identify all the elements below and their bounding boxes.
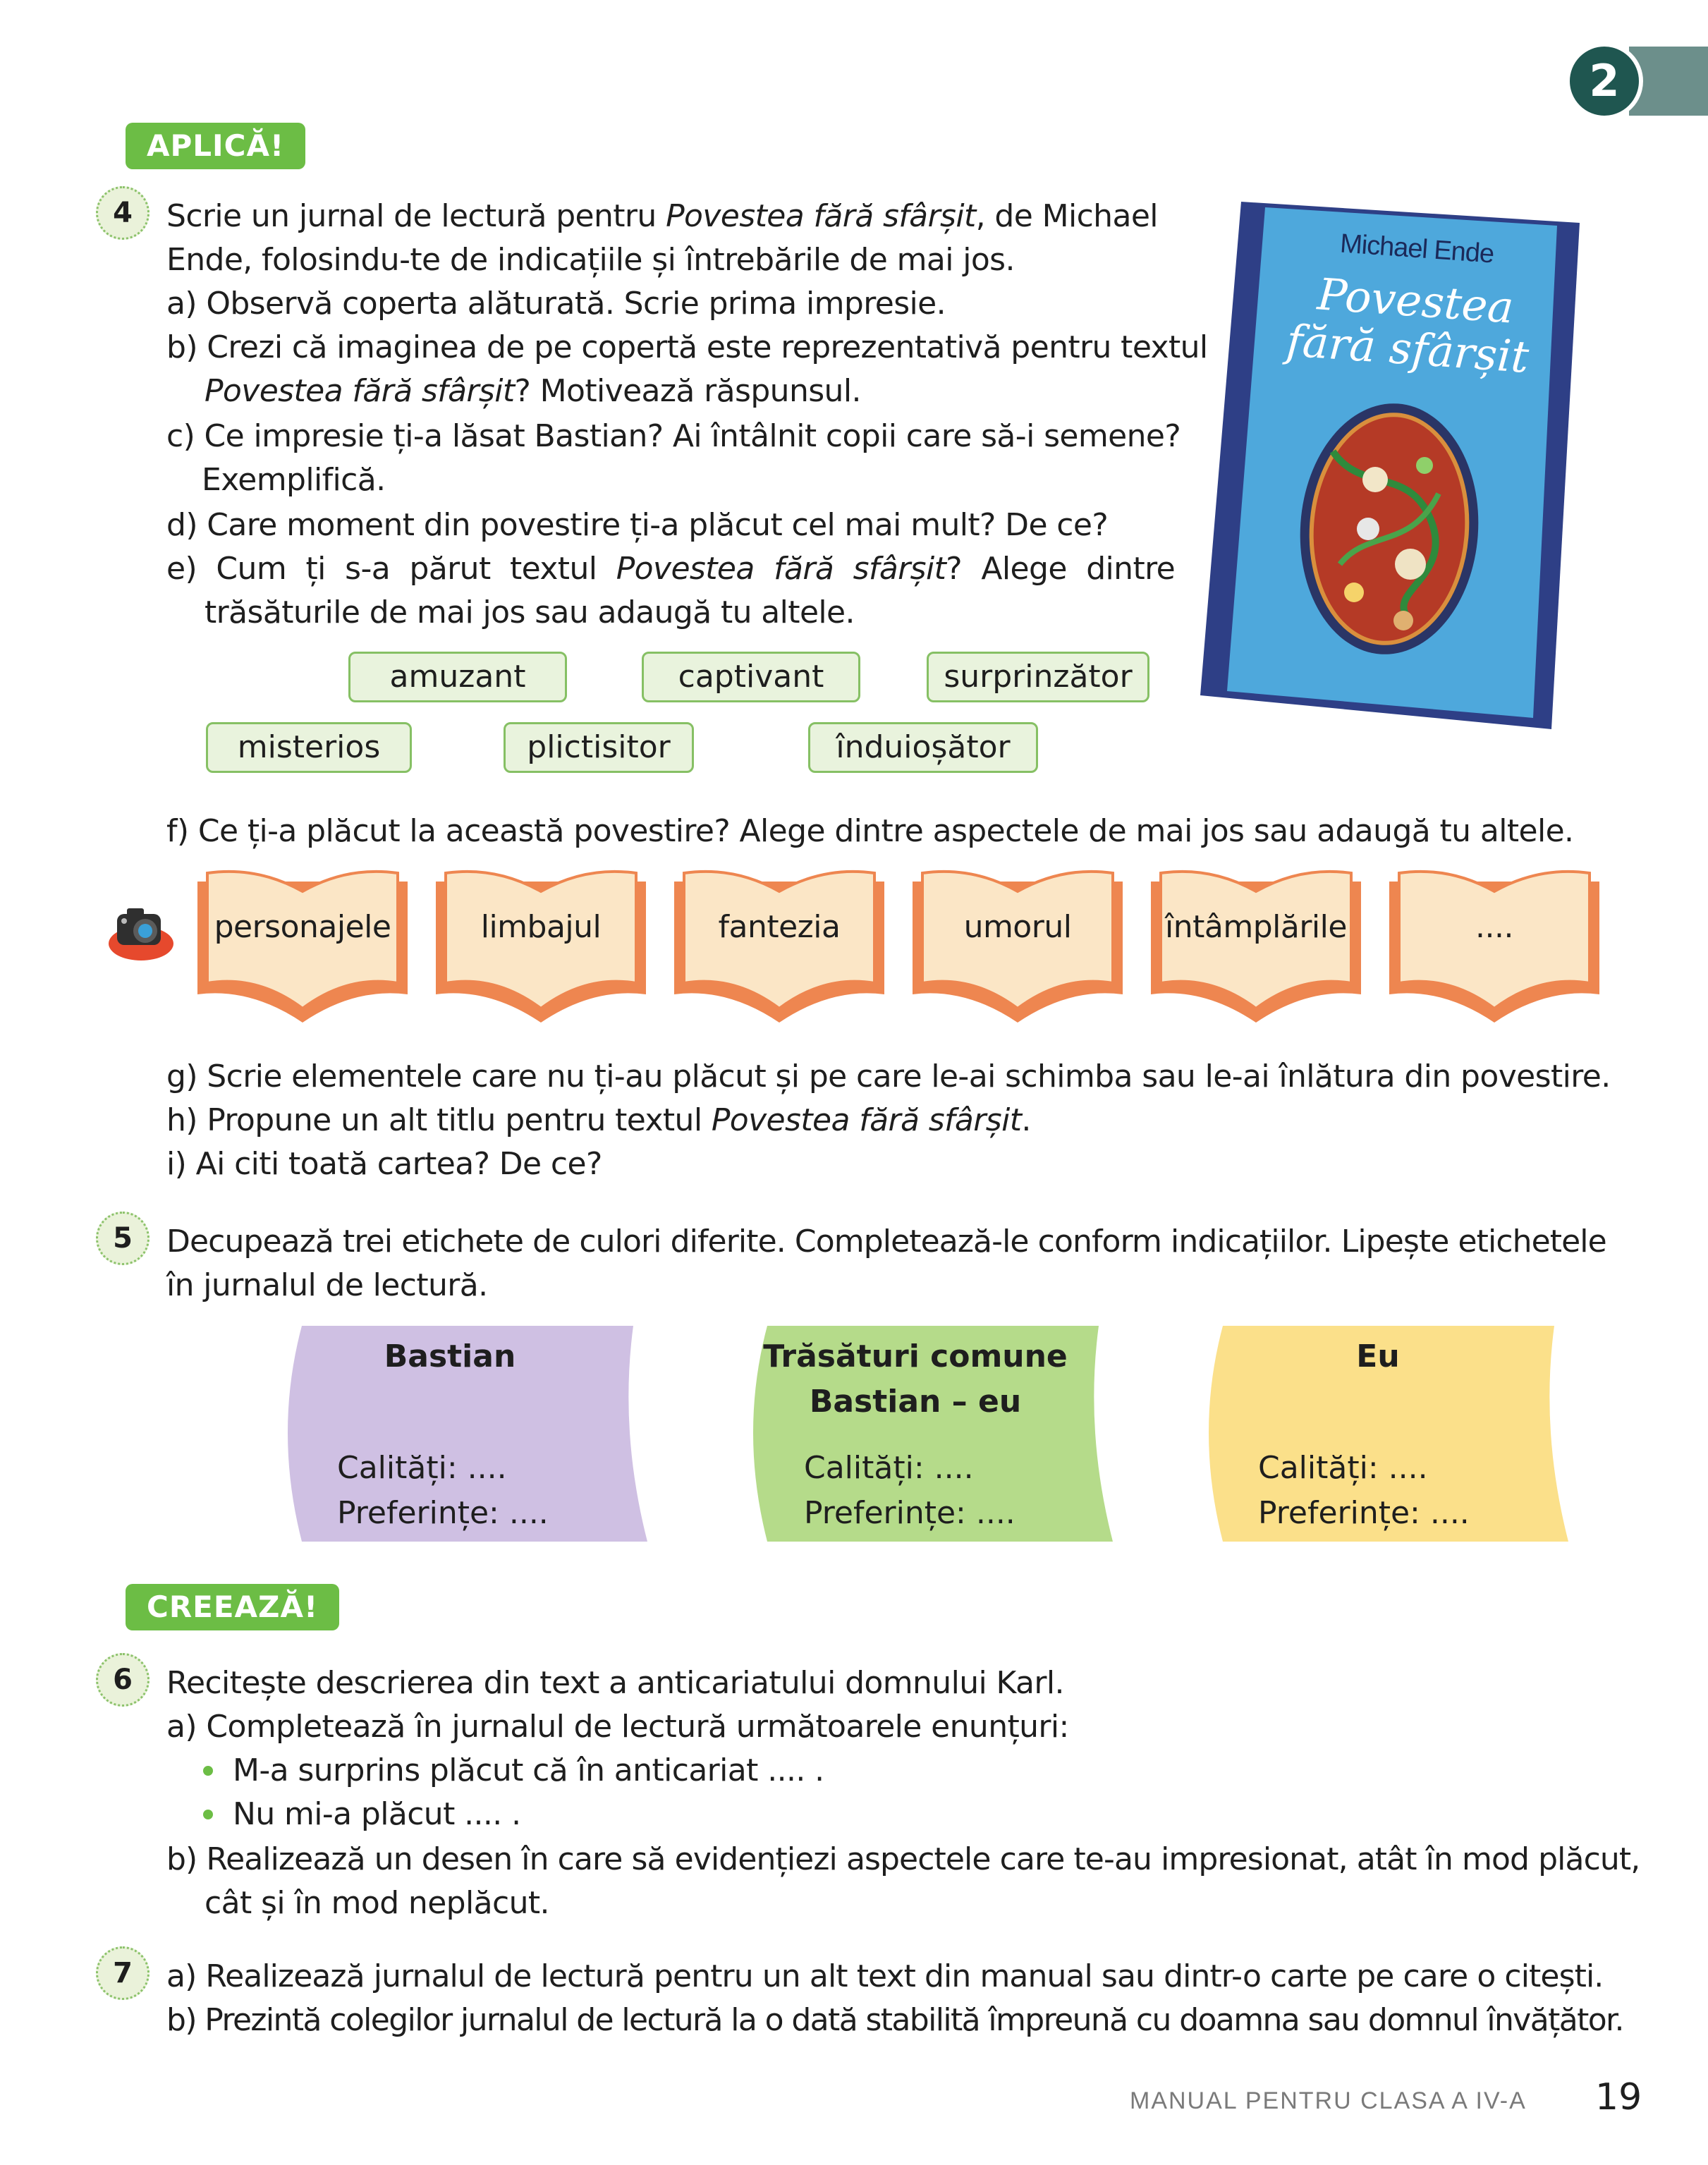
card-line-preferences: Preferințe: .... xyxy=(1258,1495,1470,1531)
exercise-number-4: 4 xyxy=(96,186,150,240)
ex6-item-b-line2: cât și în mod neplăcut. xyxy=(205,1885,549,1921)
ex4-item-c-line1: c) Ce impresie ți-a lăsat Bastian? Ai întâlnit copii care să-i semene? xyxy=(166,418,1181,454)
trait-tag: amuzant xyxy=(348,652,567,702)
book-cover-author: Michael Ende xyxy=(1338,228,1495,269)
ex4-item-g: g) Scrie elementele care nu ți-au plăcut și pe care le-ai schimba sau le-ai înlătura din povestire. xyxy=(166,1059,1611,1094)
aspect-book xyxy=(429,867,653,1030)
ex4-item-i: i) Ai citi toată cartea? De ce? xyxy=(166,1146,602,1182)
aspect-book xyxy=(190,867,415,1030)
aspect-label: .... xyxy=(1475,909,1513,945)
card-line-preferences: Preferințe: .... xyxy=(804,1495,1015,1531)
ex4-item-f: f) Ce ți-a plăcut la această povestire? Alege dintre aspectele de mai jos sau adaugă tu altele. xyxy=(166,813,1574,849)
ex7-item-b: b) Prezintă colegilor jurnalul de lectură la o dată stabilită împreună cu doamna sau domnul învățător. xyxy=(166,2002,1623,2038)
aspect-label: personajele xyxy=(214,909,391,945)
card-line-qualities: Calități: .... xyxy=(337,1450,507,1486)
label-card-bastian xyxy=(281,1326,647,1542)
aspect-label: umorul xyxy=(963,909,1072,945)
aspect-book xyxy=(667,867,891,1030)
trait-tag: captivant xyxy=(642,652,860,702)
section-tag-aplica: APLICĂ! xyxy=(126,123,305,169)
ex7-item-a: a) Realizează jurnalul de lectură pentru un alt text din manual sau dintr-o carte pe care o citești. xyxy=(166,1958,1604,1994)
trait-tag: misterios xyxy=(206,722,412,773)
aspect-book xyxy=(1144,867,1368,1030)
aspect-label: întâmplările xyxy=(1165,909,1347,945)
aspect-label: fantezia xyxy=(718,909,841,945)
book-cover-title-2: fără sfârșit xyxy=(1284,315,1531,383)
aspect-book xyxy=(1382,867,1606,1030)
ex4-item-h: h) Propune un alt titlu pentru textul Povestea fără sfârșit. xyxy=(166,1102,1031,1138)
ex6-item-b-line1: b) Realizează un desen în care să evidențiezi aspectele care te-au impresionat, atât în mod plăcut, xyxy=(166,1841,1640,1877)
ex4-intro-line1: Scrie un jurnal de lectură pentru Povestea fără sfârșit, de Michael xyxy=(166,198,1158,234)
exercise-number-5: 5 xyxy=(96,1212,150,1265)
card-title: Eu xyxy=(1356,1338,1400,1374)
ex6-bullet-1: M-a surprins plăcut că în anticariat .... . xyxy=(233,1752,824,1788)
trait-tag: înduioșător xyxy=(808,722,1038,773)
card-title: Trăsături comune xyxy=(763,1338,1068,1374)
book-cover-title-1: Povestea xyxy=(1315,268,1515,334)
ex6-bullet-2: Nu mi-a plăcut .... . xyxy=(233,1796,521,1832)
bullet-dot xyxy=(203,1766,213,1776)
chapter-number: 2 xyxy=(1589,55,1620,106)
card-title: Bastian xyxy=(384,1338,516,1374)
chapter-badge xyxy=(1566,42,1643,120)
aspect-book xyxy=(905,867,1130,1030)
bullet-dot xyxy=(203,1810,213,1819)
ex5-intro-line1: Decupează trei etichete de culori diferite. Completează-le conform indicațiilor. Lipește etichetele xyxy=(166,1224,1606,1260)
book-cover xyxy=(1199,197,1594,733)
label-card-common xyxy=(746,1326,1113,1542)
aspect-label: limbajul xyxy=(480,909,602,945)
ex4-item-d: d) Care moment din povestire ți-a plăcut cel mai mult? De ce? xyxy=(166,507,1109,543)
ex6-item-a: a) Completează în jurnalul de lectură următoarele enunțuri: xyxy=(166,1709,1069,1745)
exercise-number-6: 6 xyxy=(96,1653,150,1707)
ex4-item-a: a) Observă coperta alăturată. Scrie prima impresie. xyxy=(166,286,946,322)
page-number: 19 xyxy=(1595,2076,1642,2118)
exercise-number-7: 7 xyxy=(96,1946,150,2000)
ex5-intro-line2: în jurnalul de lectură. xyxy=(166,1267,488,1303)
trait-tag: plictisitor xyxy=(504,722,694,773)
card-line-qualities: Calități: .... xyxy=(804,1450,974,1486)
ex4-item-b-line2: Povestea fără sfârșit? Motivează răspunsul. xyxy=(205,373,861,409)
ex4-item-c-line2: Exemplifică. xyxy=(202,462,386,498)
ex4-item-e-line1: e) Cum ți s-a părut textul Povestea fără sfârșit? Alege dintre xyxy=(166,551,1176,587)
section-tag-creeaza: CREEAZĂ! xyxy=(126,1584,339,1630)
card-line-preferences: Preferințe: .... xyxy=(337,1495,549,1531)
label-card-eu xyxy=(1202,1326,1568,1542)
footer-label: MANUAL PENTRU CLASA A IV-A xyxy=(1130,2087,1527,2114)
ex4-intro-line2: Ende, folosindu-te de indicațiile și întrebările de mai jos. xyxy=(166,242,1015,278)
card-line-qualities: Calități: .... xyxy=(1258,1450,1428,1486)
trait-tag: surprinzător xyxy=(927,652,1149,702)
card-title-line2: Bastian – eu xyxy=(809,1384,1022,1420)
ex4-item-b-line1: b) Crezi că imaginea de pe copertă este reprezentativă pentru textul xyxy=(166,329,1208,365)
ex6-intro: Recitește descrierea din text a anticariatului domnului Karl. xyxy=(166,1665,1064,1701)
ex4-item-e-line2: trăsăturile de mai jos sau adaugă tu altele. xyxy=(205,594,855,630)
camera-icon xyxy=(106,896,176,966)
